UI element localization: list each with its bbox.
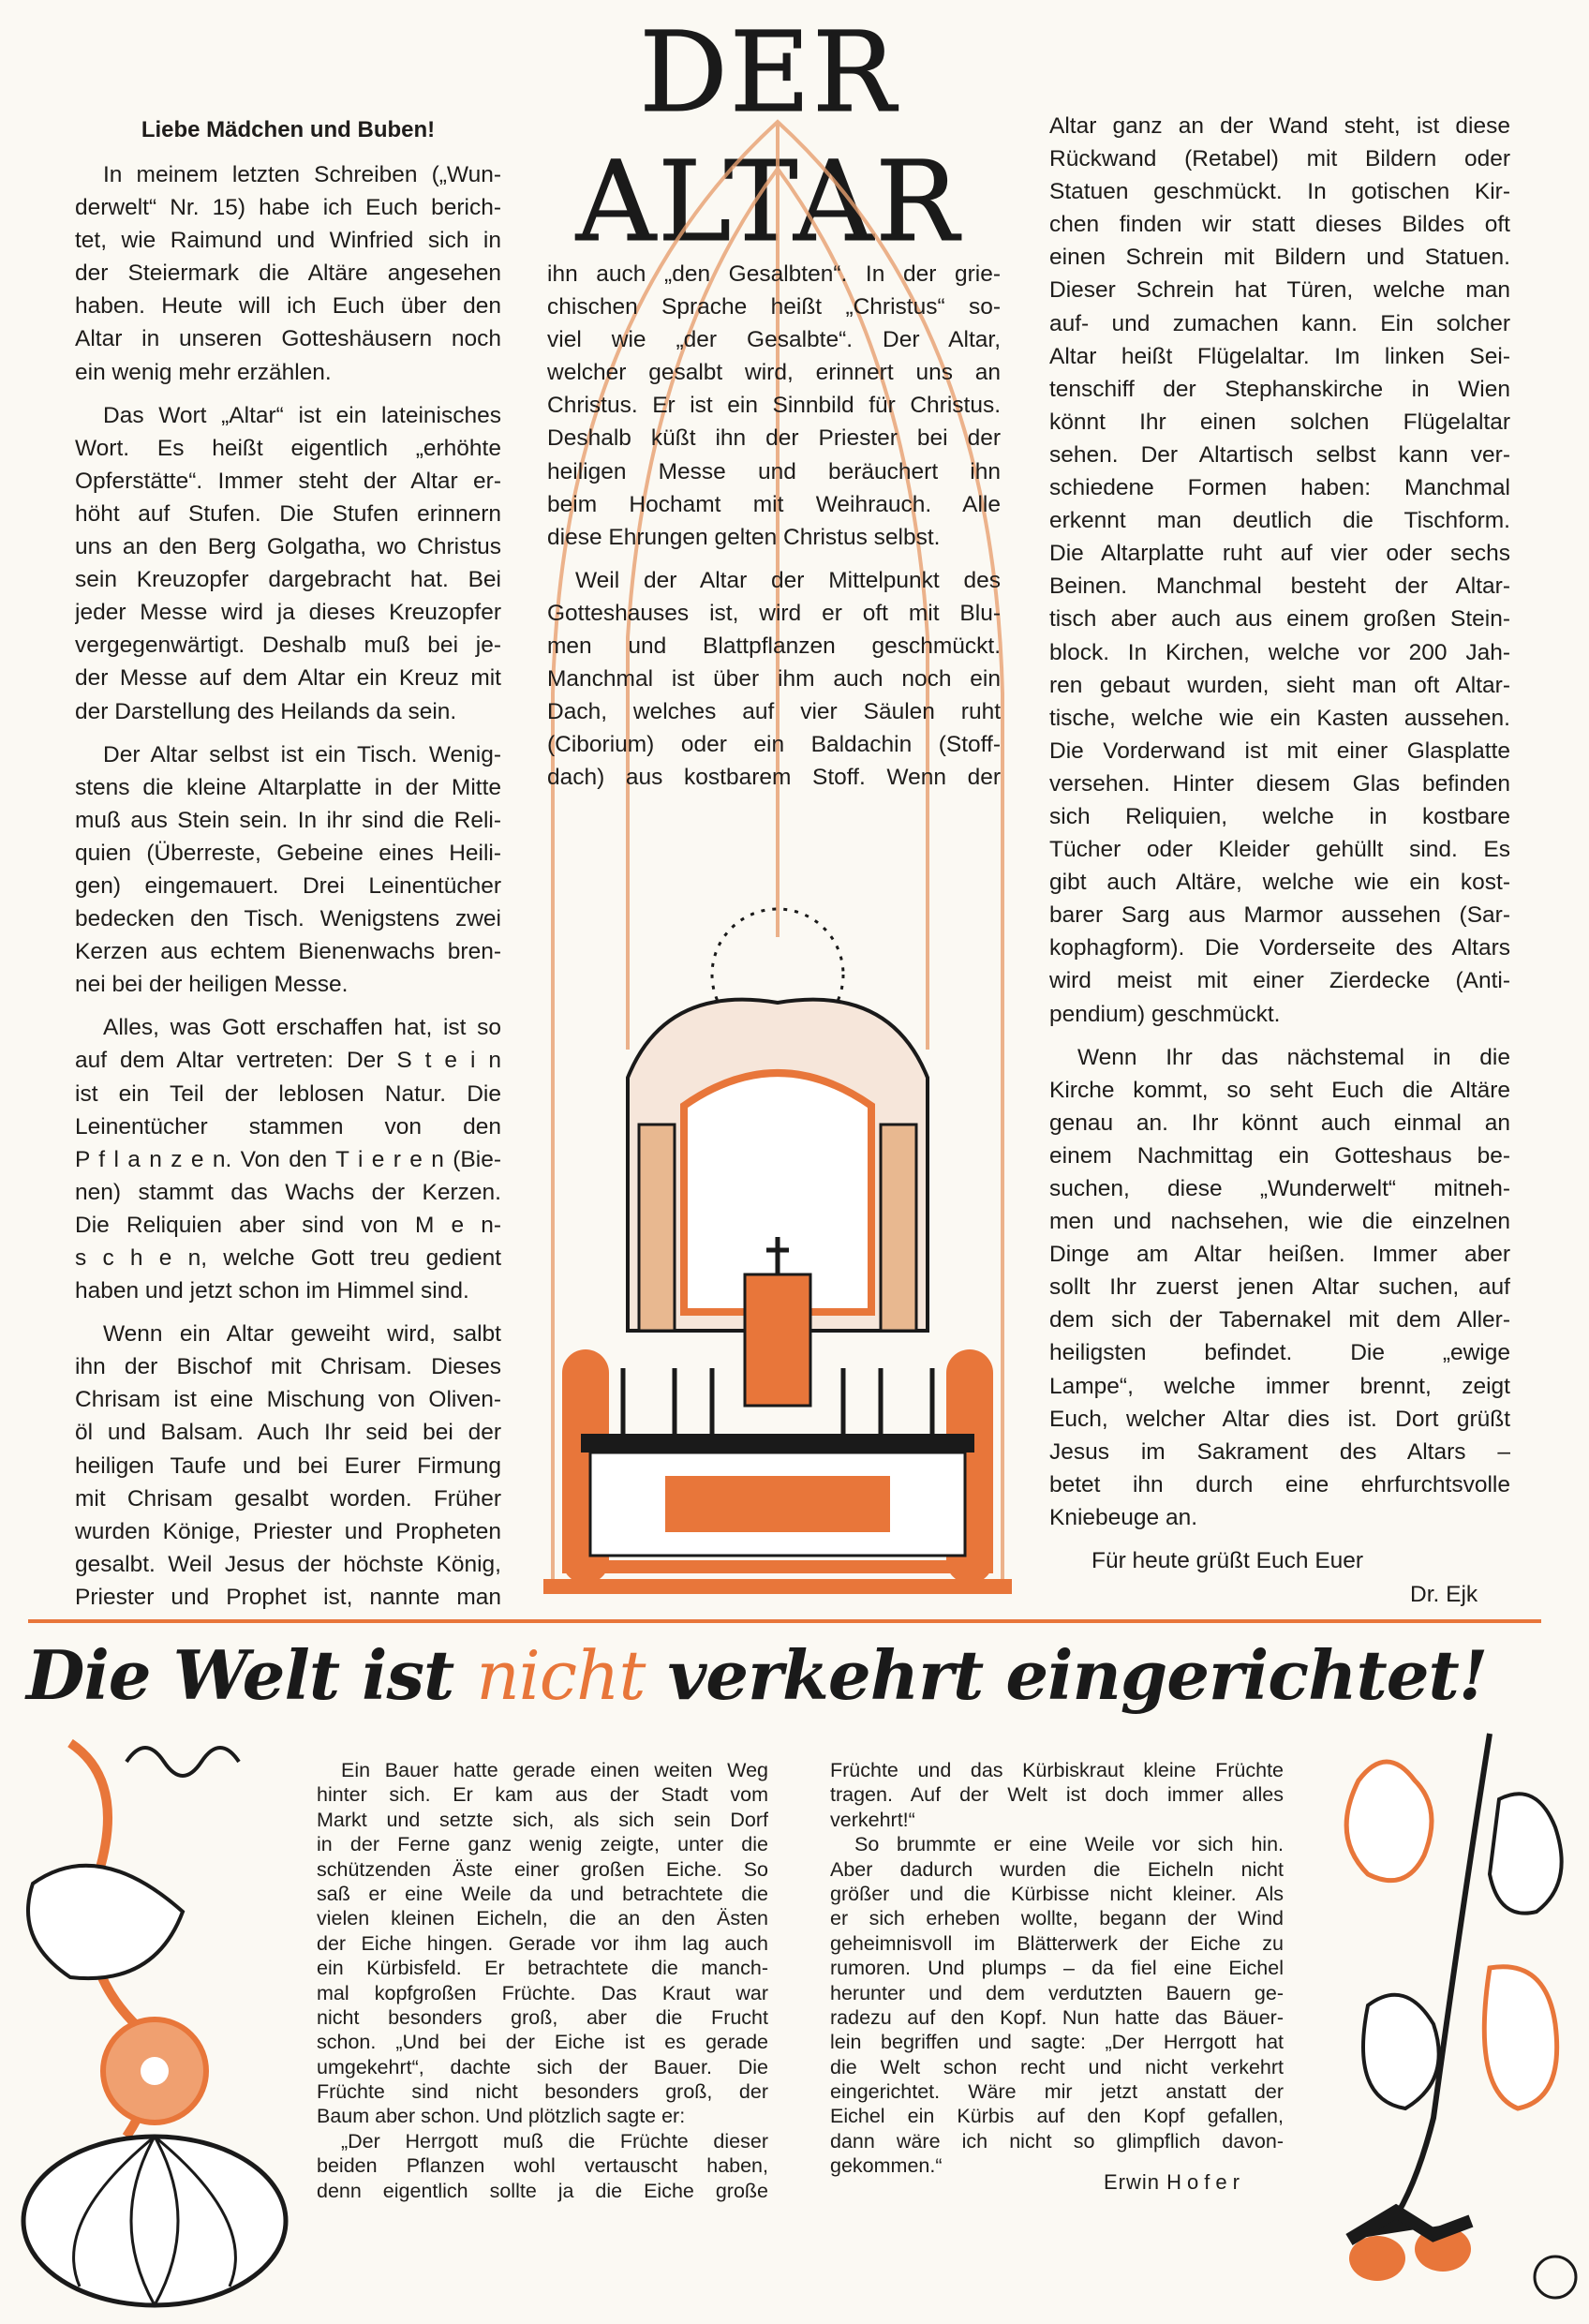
text-line: kophagform). Die Vorderseite des Altars bbox=[1049, 935, 1510, 961]
text-line: ist ein Teil der leblosen Natur. Die bbox=[75, 1080, 501, 1107]
text-line: ihn der Bischof mit Chrisam. Dieses bbox=[75, 1354, 501, 1380]
text-line: gekommen.“ bbox=[830, 2154, 943, 2178]
text-line: rumoren. Und plumps – da fiel eine Eichel bbox=[830, 1957, 1284, 1980]
text-line: Ein Bauer hatte gerade einen weiten Weg bbox=[341, 1759, 768, 1781]
text-line: Der Altar selbst ist ein Tisch. Wenig- bbox=[103, 741, 501, 767]
text-line: sein Kreuzopfer dargebracht hat. Bei bbox=[75, 567, 501, 593]
text-line: vielen kleinen Eicheln, die an den Ästen bbox=[317, 1907, 768, 1930]
text-line: Die Reliquien aber sind von M e n- bbox=[75, 1212, 501, 1238]
paragraph bbox=[830, 1832, 1284, 2178]
text-line: Alles, was Gott erschaffen hat, ist so bbox=[103, 1015, 501, 1041]
text-line: haben und jetzt schon im Himmel sind. bbox=[75, 1278, 469, 1304]
text-line: er sich erheben wollte, begann der Wind bbox=[830, 1907, 1284, 1930]
headline-part: verkehrt eingerichtet! bbox=[645, 1635, 1488, 1715]
text-line: Tücher oder Kleider gehüllt sind. Es bbox=[1049, 837, 1510, 863]
paragraph bbox=[1049, 1041, 1510, 1534]
text-line: Leinentücher stammen von den bbox=[75, 1113, 501, 1140]
text-line: Kniebeuge an. bbox=[1049, 1504, 1198, 1530]
text-line: Priester und Prophet ist, nannte man bbox=[75, 1584, 501, 1610]
text-line: heiligen Messe und beräuchert ihn bbox=[547, 458, 1001, 484]
text-line: schiedene Formen haben: Manchmal bbox=[1049, 475, 1510, 501]
text-line: schützenden Äste einer großen Eiche. So bbox=[317, 1857, 768, 1881]
text-line: chischen Sprache heißt „Christus“ so- bbox=[547, 294, 1001, 320]
text-line: denn eigentlich sollte ja die Eiche große bbox=[317, 2179, 768, 2202]
text-line: Früchte und das Kürbiskraut kleine Früchte bbox=[830, 1759, 1284, 1781]
text-line: Manchmal ist über ihm auch noch ein bbox=[547, 666, 1001, 693]
text-line: derwelt“ Nr. 15) habe ich Euch berich- bbox=[75, 195, 501, 221]
altar-retable bbox=[543, 909, 1012, 1594]
text-line: gesalbt. Weil Jesus der höchste König, bbox=[75, 1551, 501, 1577]
text-line: nicht besonders groß, aber die Frucht bbox=[317, 2005, 768, 2029]
text-line: Chrisam ist eine Mischung von Oliven- bbox=[75, 1387, 501, 1413]
text-line: Wenn ein Altar geweiht wird, salbt bbox=[103, 1321, 501, 1348]
text-line: ein wenig mehr erzählen. bbox=[75, 359, 332, 385]
text-line: die Welt schon recht und nicht verkehrt bbox=[830, 2055, 1284, 2078]
text-line: ren gebaut wurden, sieht man oft Altar- bbox=[1049, 672, 1510, 698]
paragraph bbox=[547, 258, 1001, 554]
text-line: block. In Kirchen, welche vor 200 Jah- bbox=[1049, 639, 1510, 665]
text-line: In meinem letzten Schreiben („Wun- bbox=[103, 162, 501, 187]
text-line: hinter sich. Er kam aus der Stadt vom bbox=[317, 1783, 768, 1807]
text-line: dann wäre ich nicht so glimpflich davon- bbox=[830, 2129, 1284, 2153]
text-line: tenschiff der Stephanskirche in Wien bbox=[1049, 376, 1510, 402]
text-line: dem sich der Tabernakel mit dem Aller- bbox=[1049, 1307, 1510, 1333]
monogram-mark bbox=[1535, 2257, 1576, 2298]
text-line: in der Ferne ganz wenig zeigte, unter die bbox=[317, 1833, 768, 1856]
text-line: höht auf Stufen. Die Stufen erinnern bbox=[75, 500, 501, 527]
text-line: haben. Heute will ich Euch über den bbox=[75, 293, 501, 320]
text-line: tisch aber auch aus einem großen Stein- bbox=[1049, 606, 1510, 633]
text-line: sehen. Der Altartisch selbst kann ver- bbox=[1049, 441, 1510, 468]
text-line: Dinge am Altar heißen. Immer aber bbox=[1049, 1242, 1510, 1268]
paragraph bbox=[547, 564, 1001, 795]
text-line: Weil der Altar der Mittelpunkt des bbox=[575, 567, 1001, 593]
text-line: Jesus im Sakrament des Altars – bbox=[1049, 1438, 1510, 1465]
text-line: beim Hochamt mit Weihrauch. Alle bbox=[547, 491, 1001, 517]
text-line: Deshalb küßt ihn der Priester bei der bbox=[547, 425, 1001, 452]
text-line: Kerzen aus echtem Bienenwachs bren- bbox=[75, 939, 501, 965]
text-line: dach) aus kostbarem Stoff. Wenn der bbox=[547, 765, 1001, 791]
text-line: Markt und setzte sich, als sich sein Dorf bbox=[317, 1808, 768, 1831]
text-line: heiligsten befindet. Die „ewige bbox=[1049, 1340, 1510, 1366]
text-line: So brummte er eine Weile vor sich hin. bbox=[854, 1833, 1284, 1856]
text-line: lein begriffen und sagte: „Der Herrgott hat bbox=[830, 2031, 1284, 2054]
text-line: sich Reliquien, welche in kostbare bbox=[1049, 803, 1510, 829]
text-line: Baum aber schon. Und plötzlich sagte er: bbox=[317, 2105, 686, 2128]
article-column-left bbox=[75, 158, 501, 1624]
oak-branch-illustration bbox=[1330, 1724, 1583, 2315]
text-line: der Darstellung des Heilands da sein. bbox=[75, 698, 457, 724]
text-line: erkennt man deutlich die Tischform. bbox=[1049, 508, 1510, 534]
author-last-name: Hofer bbox=[1166, 2170, 1245, 2194]
text-line: (Ciborium) oder ein Baldachin (Stoff- bbox=[547, 732, 1001, 758]
text-line: betet ihn durch eine ehrfurchtsvolle bbox=[1049, 1471, 1510, 1497]
pumpkin-illustration bbox=[14, 1724, 314, 2315]
text-line: Beinen. Manchmal besteht der Altar- bbox=[1049, 574, 1510, 600]
text-line: gen) eingemauert. Drei Leinentücher bbox=[75, 872, 501, 899]
text-line: Das Wort „Altar“ ist ein lateinisches bbox=[103, 402, 501, 428]
article-column-right bbox=[1049, 110, 1510, 1544]
headline-accent: nicht bbox=[476, 1636, 646, 1715]
text-line: vergegenwärtigt. Deshalb muß bei je- bbox=[75, 633, 501, 659]
text-line: barer Sarg aus Marmor aussehen (Sar- bbox=[1049, 902, 1510, 929]
text-line: könnt Ihr einen solchen Flügelaltar bbox=[1049, 409, 1510, 435]
text-line: genau an. Ihr könnt auch einmal an bbox=[1049, 1110, 1510, 1136]
story-headline bbox=[26, 1635, 1563, 1715]
text-line: uns an den Berg Golgatha, wo Christus bbox=[75, 534, 501, 560]
text-line: muß aus Stein sein. In ihr sind die Reli- bbox=[75, 807, 501, 833]
greeting-heading: Liebe Mädchen und Buben! bbox=[141, 117, 436, 142]
text-line: mal kopfgroßen Früchte. Das Kraut war bbox=[317, 1981, 768, 2004]
text-line: radezu auf den Kopf. Nun hatte das Bäuer- bbox=[830, 2005, 1284, 2029]
text-line: verkehrt!“ bbox=[830, 1808, 915, 1831]
text-line: umgekehrt“, dachte sich der Bauer. Die bbox=[317, 2055, 768, 2078]
text-line: mit Chrisam gesalbt worden. Früher bbox=[75, 1485, 501, 1512]
text-line: der Messe auf dem Altar ein Kreuz mit bbox=[75, 665, 501, 692]
text-line: ein Kürbisfeld. Er betrachtete die manch- bbox=[317, 1957, 768, 1980]
text-line: Dieser Schrein hat Türen, welche man bbox=[1049, 277, 1510, 304]
story-column-right bbox=[830, 1758, 1284, 2179]
text-line: Die Altarplatte ruht auf vier oder sechs bbox=[1049, 541, 1510, 567]
text-line: Wort. Es heißt eigentlich „erhöhte bbox=[75, 435, 501, 461]
text-line: geheimnisvoll im Blätterwerk der Eiche zu bbox=[830, 1931, 1284, 1955]
text-line: diese Ehrungen gelten Christus selbst. bbox=[547, 524, 941, 550]
text-line: öl und Balsam. Auch Ihr seid bei der bbox=[75, 1420, 501, 1446]
paragraph bbox=[1049, 110, 1510, 1031]
text-line: suchen, diese „Wunderwelt“ mitneh- bbox=[1049, 1176, 1510, 1201]
text-line: Altar ganz an der Wand steht, ist diese bbox=[1049, 113, 1510, 139]
text-line: auf dem Altar vertreten: Der S t e i n bbox=[75, 1048, 501, 1074]
text-line: der Steiermark die Altäre angesehen bbox=[75, 261, 501, 287]
article-column-middle bbox=[547, 258, 1001, 805]
text-line: Christus. Er ist ein Sinnbild für Christus. bbox=[547, 393, 1001, 419]
text-line: wurden Könige, Priester und Propheten bbox=[75, 1518, 501, 1544]
text-line: Altar in unseren Gotteshäusern noch bbox=[75, 326, 501, 352]
text-line: „Der Herrgott muß die Früchte dieser bbox=[341, 2129, 768, 2153]
text-line: Rückwand (Retabel) mit Bildern oder bbox=[1049, 146, 1510, 172]
text-line: tet, wie Raimund und Winfried sich in bbox=[75, 228, 501, 254]
text-line: der Eiche hingen. Gerade vor ihm lag auch bbox=[317, 1931, 768, 1955]
story-author bbox=[1104, 2170, 1245, 2195]
text-line: sollt Ihr zuerst jenen Altar suchen, auf bbox=[1049, 1274, 1510, 1301]
text-line: Eichel ein Kürbis auf den Kopf gefallen, bbox=[830, 2105, 1284, 2128]
text-line: stens die kleine Altarplatte in der Mitte bbox=[75, 774, 501, 800]
headline-part: Die Welt ist bbox=[26, 1635, 477, 1715]
signature: Dr. Ejk bbox=[1410, 1582, 1478, 1607]
text-line: men und nachsehen, wie die einzelnen bbox=[1049, 1209, 1510, 1235]
text-line: Lampe“, welche immer brennt, zeigt bbox=[1049, 1373, 1510, 1399]
text-line: wird meist mit einer Zierdecke (Anti- bbox=[1049, 968, 1510, 994]
story-column-left bbox=[317, 1758, 768, 2203]
page-title: DER ALTAR bbox=[575, 7, 961, 266]
text-line: welcher gesalbt wird, erinnert uns an bbox=[547, 360, 1001, 386]
text-line: versehen. Hinter diesem Glas befinden bbox=[1049, 770, 1510, 797]
text-line: einen Schrein mit Bildern und Statuen. bbox=[1049, 245, 1510, 271]
text-line: ihn auch „den Gesalbten“. In der grie- bbox=[547, 261, 1001, 287]
text-line: größer und die Kürbisse nicht kleiner. Als bbox=[830, 1882, 1284, 1905]
text-line: quien (Überreste, Gebeine eines Heili- bbox=[75, 840, 501, 866]
text-line: nei bei der heiligen Messe. bbox=[75, 972, 349, 998]
text-line: nen) stammt das Wachs der Kerzen. bbox=[75, 1179, 501, 1205]
text-line: Wenn Ihr das nächstemal in die bbox=[1077, 1044, 1510, 1070]
text-line: pendium) geschmückt. bbox=[1049, 1001, 1281, 1027]
text-line: Kirche kommt, so seht Euch die Altäre bbox=[1049, 1077, 1510, 1103]
text-line: saß er eine Weile da und betrachtete die bbox=[317, 1882, 768, 1905]
paragraph bbox=[75, 158, 501, 389]
paragraph bbox=[830, 1758, 1284, 1832]
paragraph bbox=[317, 2129, 768, 2203]
paragraph bbox=[75, 1011, 501, 1307]
text-line: tragen. Auf der Welt ist doch immer alles bbox=[830, 1783, 1284, 1807]
text-line: beiden Pflanzen wohl vertauscht haben, bbox=[317, 2154, 768, 2178]
text-line: bedecken den Tisch. Wenigstens zwei bbox=[75, 906, 501, 932]
author-first-name: Erwin bbox=[1104, 2170, 1161, 2194]
text-line: Früchte sind nicht besonders groß, der bbox=[317, 2080, 768, 2104]
text-line: Altar heißt Flügelaltar. Im linken Sei- bbox=[1049, 343, 1510, 369]
paragraph bbox=[317, 1758, 768, 2129]
text-line: men und Blattpflanzen geschmückt. bbox=[547, 633, 1001, 660]
text-line: jeder Messe wird ja dieses Kreuzopfer bbox=[75, 600, 501, 626]
text-line: einem Nachmittag ein Gotteshaus be- bbox=[1049, 1142, 1510, 1169]
paragraph bbox=[75, 738, 501, 1002]
text-line: eingerichtet. Wäre mir jetzt anstatt der bbox=[830, 2080, 1284, 2104]
text-line: Die Vorderwand ist mit einer Glasplatte bbox=[1049, 737, 1510, 764]
text-line: viel wie „der Gesalbte“. Der Altar, bbox=[547, 327, 1001, 353]
text-line: Gotteshauses ist, wird er oft mit Blu- bbox=[547, 600, 1001, 626]
paragraph bbox=[75, 1318, 501, 1614]
text-line: s c h e n, welche Gott treu gedient bbox=[75, 1245, 501, 1271]
closing-line: Für heute grüßt Euch Euer bbox=[1092, 1548, 1364, 1573]
text-line: Opferstätte“. Immer steht der Altar er- bbox=[75, 468, 501, 494]
text-line: tische, welche wie ein Kasten aussehen. bbox=[1049, 705, 1510, 731]
text-line: Euch, welcher Altar dies ist. Dort grüßt bbox=[1049, 1406, 1510, 1432]
text-line: P f l a n z e n. Von den T i e r e n (Bie- bbox=[75, 1146, 501, 1172]
text-line: schon. „Und bei der Eiche ist es gerade bbox=[317, 2031, 768, 2054]
text-line: heiligen Taufe und bei Eurer Firmung bbox=[75, 1452, 501, 1479]
section-divider bbox=[28, 1619, 1541, 1623]
text-line: auf- und zumachen kann. Ein solcher bbox=[1049, 310, 1510, 336]
paragraph bbox=[75, 399, 501, 728]
text-line: herunter und dem verdutzten Bauern ge- bbox=[830, 1981, 1284, 2004]
text-line: Dach, welches auf vier Säulen ruht bbox=[547, 699, 1001, 725]
text-line: Aber dadurch wurden die Eicheln nicht bbox=[830, 1857, 1284, 1881]
text-line: gibt auch Altäre, welche wie ein kost- bbox=[1049, 870, 1510, 896]
text-line: Statuen geschmückt. In gotischen Kir- bbox=[1049, 179, 1510, 205]
text-line: chen finden wir statt dieses Bildes oft bbox=[1049, 212, 1510, 238]
